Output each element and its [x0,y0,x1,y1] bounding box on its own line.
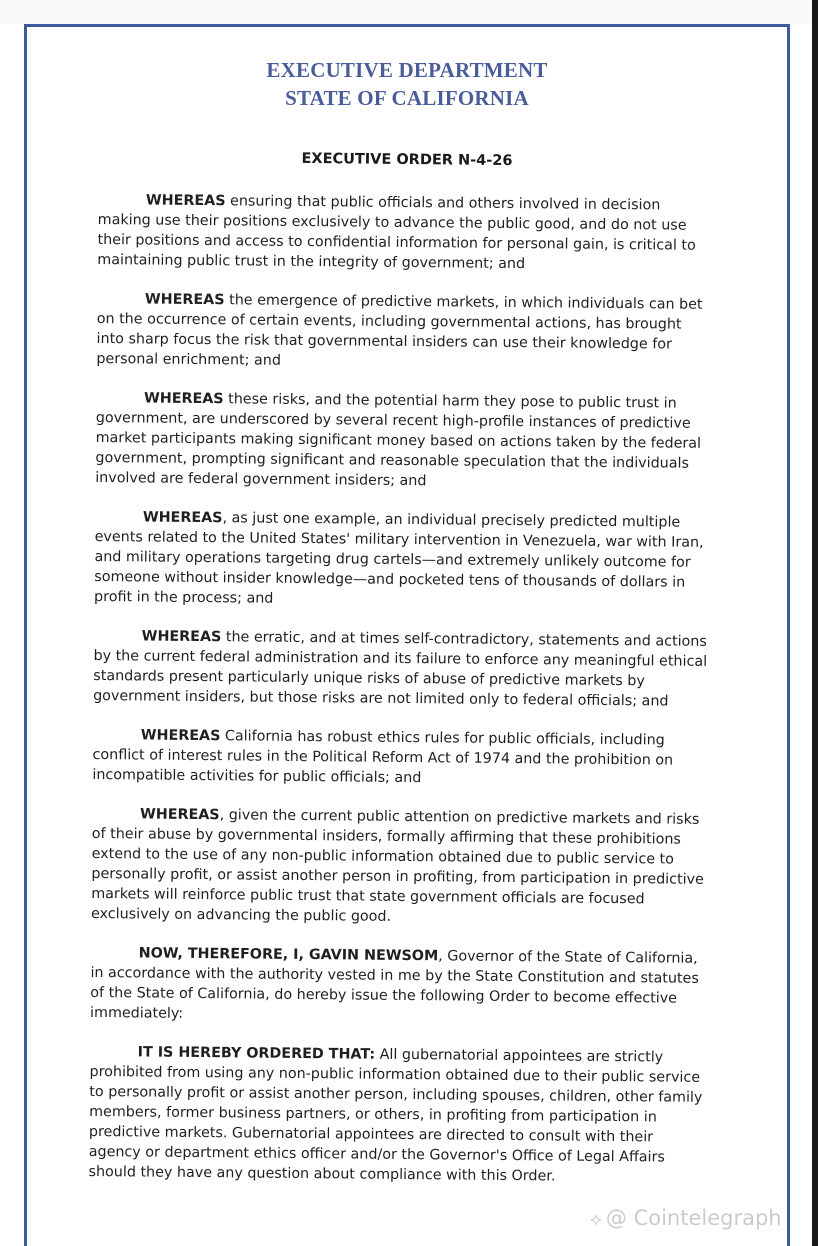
watermark-text: @ Cointelegraph [605,1206,782,1230]
paragraph-text: All gubernatorial appointees are strictly prohibited from using any non-public information obtained due to their public service to personally profit or assist another person, including spouses, children, other family members, former business partners, or others, in profiting from participation in predictive markets. Gubernatorial appointees are directed to consult with their agency or department ethics officer and/or the Governor's Office of Legal Affairs should they have any question about compliance with this Order. [88,1046,703,1185]
paragraph-ordered [88,1042,703,1188]
paragraph-lead: WHEREAS [139,806,220,824]
cointelegraph-logo-icon: ⟡ [590,1209,602,1230]
paragraph-text: ensuring that public officials and others involved in decision making use their positions exclusively to advance the public good, and do not use their positions and access to confidential information for personal gain, is critical to maintaining public trust in the integrity of government; and [97,193,696,273]
paragraph-text: , as just one example, an individual precisely predicted multiple events related to the United States' military intervention in Venezuela, war with Iran, and military operations targeting drug cartels—and extremely unlikely outcome for someone without insider knowledge—and pocketed tens of thousands of dollars in profit in the process; and [94,510,704,607]
department-header [0,56,814,112]
paragraph-whereas-2 [96,289,711,375]
paragraph-text: California has robust ethics rules for public officials, including conflict of interest rules in the Political Reform Act of 1974 and the prohibition on incompatible activities for public officials; and [92,728,674,787]
paragraph-lead: WHEREAS [144,291,225,309]
paragraph-text: , Governor of the State of California, in accordance with the authority vested in me by the State Constitution and statutes of the State of California, do hereby issue the following Order to become effective immediately: [90,948,699,1022]
paragraph-whereas-3 [95,388,710,494]
paragraph-lead: WHEREAS [141,628,222,646]
paragraph-lead: WHEREAS [140,727,221,745]
paragraph-text: the erratic, and at times self-contradictory, statements and actions by the current federal administration and its failure to enforce any meaningful ethical standards present particularly unique risks of abuse of predictive markets by government insiders, but those risks are not limited only to federal officials; and [93,629,708,710]
header-line-2: STATE OF CALIFORNIA [285,86,529,110]
paragraph-lead: NOW, THEREFORE, I, GAVIN NEWSOM [138,945,439,965]
paragraph-whereas-4 [94,507,709,613]
paragraph-text: , given the current public attention on predictive markets and risks of their abuse by governmental insiders, formally affirming that these prohibitions extend to the use of any non-public information obtained due to public service to personally profit, or assist another person in profiting, from participation in predictive markets will reinforce public trust that state government officials are focused exclusively on advancing the public good. [90,807,704,925]
paragraph-whereas-5 [93,626,708,712]
paragraph-whereas-1 [97,190,712,276]
right-edge-shadow [812,0,818,1246]
paragraph-text: these risks, and the potential harm they pose to public trust in government, are underscored by several recent high-profile instances of predictive market participants making significant money based on actions taken by the federal government, prompting significant and reasonable speculation that the individuals involved are federal government insiders; and [95,391,702,490]
paragraph-text: the emergence of predictive markets, in which individuals can bet on the occurrence of certain events, including governmental actions, has brought into sharp focus the risk that governmental insiders can use their knowledge for personal enrichment; and [96,292,703,369]
executive-order-title: EXECUTIVE ORDER N-4-26 [301,150,513,170]
cointelegraph-watermark [590,1206,782,1230]
paragraph-whereas-7 [91,804,706,930]
top-strip [0,0,818,24]
header-line-1: EXECUTIVE DEPARTMENT [266,58,548,82]
paragraph-lead: WHEREAS [142,509,223,527]
paragraph-lead: IT IS HEREBY ORDERED THAT: [137,1044,376,1063]
order-body [88,190,712,1207]
paragraph-now-therefore [90,943,705,1029]
paragraph-whereas-6 [92,725,707,791]
paragraph-lead: WHEREAS [143,390,224,408]
paragraph-lead: WHEREAS [145,192,226,210]
